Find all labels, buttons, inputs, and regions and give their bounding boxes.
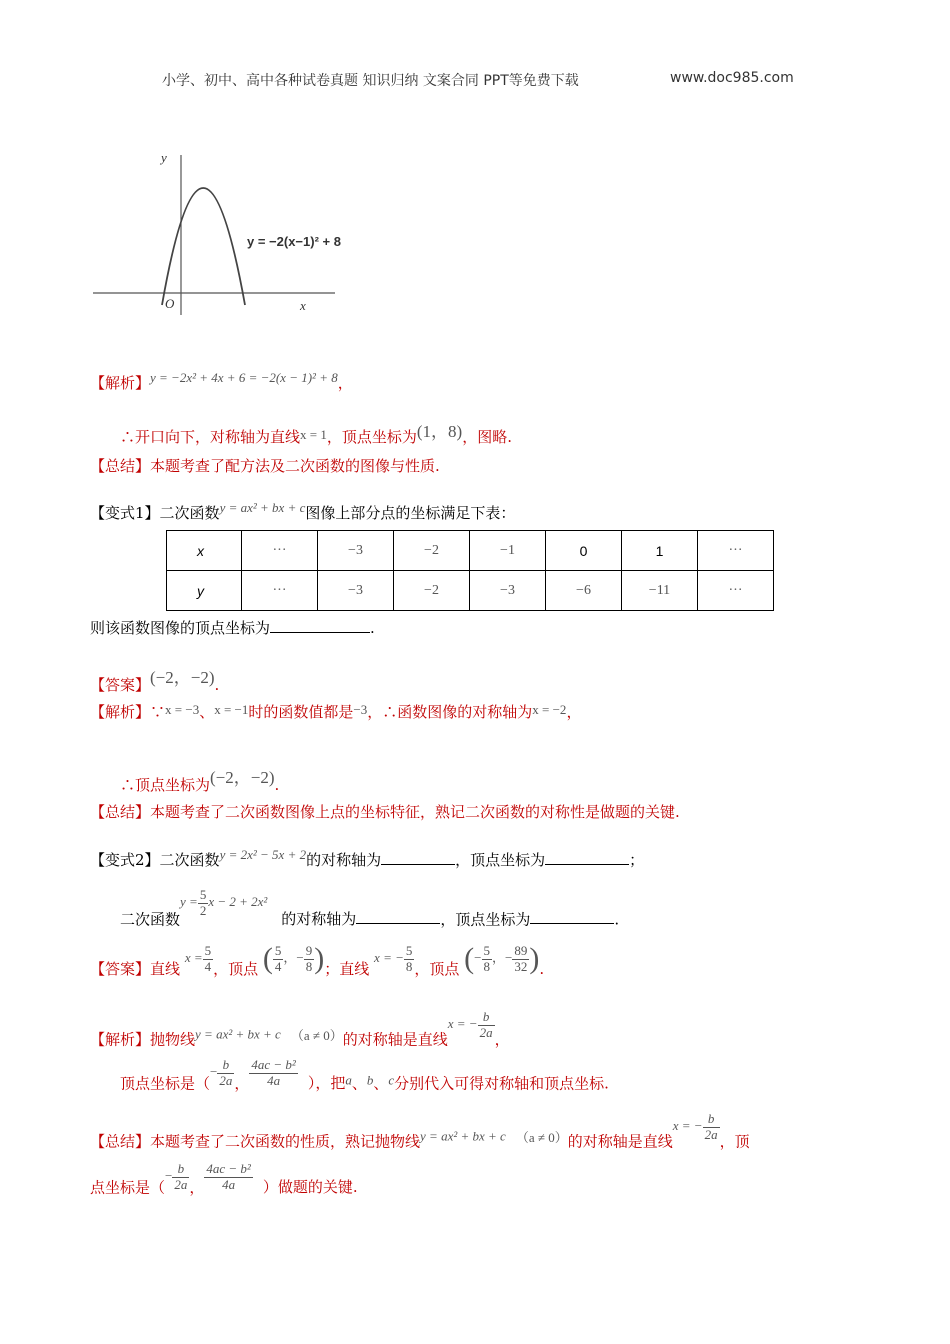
var1-ask	[90, 617, 375, 638]
var1-sol-sep: 、	[199, 703, 215, 721]
answer-blank	[356, 909, 440, 924]
var2-sol-x: x = −	[447, 1016, 478, 1032]
sol1-line2	[120, 417, 512, 447]
var2-l2-q1: 的对称轴为	[281, 910, 357, 929]
var2-sum2-frac2	[204, 1161, 252, 1192]
var2-summary	[90, 1112, 750, 1151]
answer-blank	[545, 850, 629, 865]
var2-sol-c: ，	[494, 1030, 510, 1049]
fraction-num: 4ac − b²	[251, 1057, 296, 1072]
fraction-den: 4	[204, 958, 212, 974]
fraction	[404, 944, 415, 975]
fraction-num: 5	[274, 942, 282, 958]
var2-sum-x-group	[672, 1111, 720, 1142]
var2-sol-x-group	[447, 1009, 495, 1040]
sol1-axis: x = 1	[300, 427, 327, 442]
var2-sol-b: 的对称轴是直线	[342, 1030, 448, 1049]
table-cell: 1	[622, 531, 698, 571]
parabola-graph	[85, 145, 365, 320]
var2-question2	[120, 888, 619, 929]
answer-blank	[381, 850, 455, 865]
table-row-x	[167, 531, 774, 571]
fraction-den: 8	[483, 958, 491, 974]
sol1-line1	[90, 370, 353, 393]
fraction-num: 5	[199, 887, 207, 902]
var2-sum2-a: 点坐标是（	[90, 1178, 166, 1197]
fraction-num: 9	[305, 942, 313, 958]
var2-eq2-rest: x − 2 + 2x²	[208, 894, 268, 910]
sol1-eq: y = −2x² + 4x + 6 = −2(x − 1)² + 8	[150, 370, 338, 385]
var2-s2-comma1: 、	[351, 1074, 367, 1093]
table-cell: x	[167, 531, 242, 571]
fraction-den: 2a	[174, 1176, 188, 1192]
table-cell: ···	[698, 531, 774, 571]
var2-sum-b: 的对称轴是直线	[567, 1132, 673, 1151]
sol1-vertex: (1，8)	[416, 422, 463, 441]
var1-ans-tag: 【答案】	[90, 676, 151, 694]
var2-v2-sep: ，−	[492, 949, 513, 965]
sol1-comma: ，	[337, 374, 353, 392]
answer-blank	[270, 618, 370, 633]
sum1-text: 本题考查了配方法及二次函数的图像与性质.	[150, 457, 440, 475]
var2-a2-mid: ，顶点	[414, 959, 460, 978]
origin-label: O	[165, 296, 175, 311]
var2-l2-q3: .	[614, 910, 620, 929]
var2-sol2-a: 顶点坐标是（	[120, 1074, 211, 1093]
var2-s2-b: b	[366, 1072, 374, 1088]
fraction-num: 4ac − b²	[206, 1161, 251, 1176]
table-cell: −1	[470, 531, 546, 571]
var2-a1-end: ；直线	[324, 959, 370, 978]
var1-sol-a: ∵	[150, 703, 166, 721]
var1-summary	[90, 801, 680, 822]
sol1-line2-c: ，图略.	[462, 428, 512, 446]
var2-sum-eq: y = ax² + bx + c	[420, 1128, 506, 1144]
var2-v1-sep: ，−	[283, 949, 304, 965]
fraction	[249, 1058, 297, 1089]
var2-v2: (− $\frac{5}{8}$ ，− $\frac{89}{32}$ )	[464, 942, 540, 975]
fraction	[172, 1162, 189, 1193]
var2-sum-tag: 【总结】	[90, 1132, 151, 1151]
var2-a2-end: .	[539, 959, 545, 978]
table-cell: −2	[394, 531, 470, 571]
var1-eq: y = ax² + bx + c	[219, 500, 306, 515]
sol1-line2-b: ，顶点坐标为	[326, 428, 417, 446]
y-axis-label: y	[161, 150, 167, 165]
var2-sum-cond: （a ≠ 0）	[515, 1130, 568, 1146]
fraction-den: 8	[305, 958, 313, 974]
var2-q3: ；	[629, 851, 645, 869]
var1-ans: (−2，−2)	[150, 668, 215, 687]
var2-v2-pre: −	[474, 949, 482, 965]
table-cell: ···	[698, 571, 774, 611]
fraction	[217, 1058, 234, 1089]
fraction	[204, 1162, 252, 1193]
var2-eq2	[180, 887, 268, 918]
fraction	[512, 944, 529, 975]
var2-sum-x: x = −	[672, 1118, 703, 1134]
var1-sol	[90, 701, 581, 722]
var1-sol-d: ，	[566, 703, 582, 721]
fraction-num: b	[478, 1010, 495, 1026]
fraction-den: 8	[405, 958, 413, 974]
fraction-den: 2	[199, 902, 207, 918]
fraction-num: b	[172, 1162, 189, 1178]
var1-sum-tag: 【总结】	[90, 803, 151, 821]
var1-sum: 本题考查了二次函数图像上点的坐标特征，熟记二次函数的对称性是做题的关键.	[150, 803, 680, 821]
var2-q2: ，顶点坐标为	[455, 851, 546, 869]
var1-sol-x1: x = −3	[165, 702, 200, 717]
var2-pre: 二次函数	[159, 851, 220, 869]
fraction-num: 5	[204, 942, 212, 958]
fraction	[703, 1112, 720, 1143]
var2-a1-mid: ，顶点	[213, 959, 259, 978]
fraction-den: 4a	[267, 1072, 281, 1088]
var1-sol-c: ，∴函数图像的对称轴为	[367, 703, 533, 721]
var1-sol-x2: x = −1	[214, 702, 249, 717]
header-right: www.doc985.com	[670, 70, 794, 86]
var1-post: 图像上部分点的坐标满足下表：	[305, 504, 516, 522]
parabola-curve	[162, 188, 245, 305]
var2-v1: ( $\frac{5}{4}$ ，− $\frac{9}{8}$ )	[262, 942, 325, 975]
table-cell: y	[167, 571, 242, 611]
var1-sol2	[120, 763, 279, 795]
var1-sol2-v: (−2，−2)	[210, 768, 275, 787]
fraction-num: 5	[405, 942, 413, 958]
fraction-den: 4	[274, 958, 282, 974]
fraction-num: b	[703, 1112, 720, 1128]
table-cell: −6	[546, 571, 622, 611]
fraction-den: 2a	[479, 1024, 493, 1040]
var2-s2-a: a	[345, 1072, 352, 1088]
fraction	[198, 888, 209, 919]
var2-sol2-frac1	[210, 1057, 234, 1088]
fraction-den: 2a	[704, 1126, 718, 1142]
var1-ask-end: .	[370, 619, 375, 637]
table-cell: −11	[622, 571, 698, 611]
sol1-line2-a: ∴开口向下，对称轴为直线	[120, 428, 301, 446]
table-cell: −2	[394, 571, 470, 611]
fraction-num: 89	[514, 942, 528, 958]
var2-s2-neg: −	[210, 1064, 218, 1080]
var2-tag: 【变式2】	[90, 851, 160, 869]
var2-ans-tag: 【答案】	[90, 959, 151, 978]
var2-sol	[90, 1010, 510, 1049]
sol1-tag: 【解析】	[90, 374, 151, 392]
var2-sum-a: 本题考查了二次函数的性质，熟记抛物线	[150, 1132, 421, 1151]
var2-eq2-y: y =	[180, 894, 198, 910]
var2-a2	[374, 942, 414, 974]
fraction-num: 5	[483, 942, 491, 958]
var1-question	[90, 500, 515, 523]
var2-s2-comma2: 、	[373, 1074, 389, 1093]
var2-sol-a: 抛物线	[150, 1030, 196, 1049]
var2-a1	[184, 942, 213, 974]
var2-sol2-b: ），把	[307, 1074, 346, 1093]
var2-sol2-frac2	[249, 1057, 297, 1088]
var2-sum2-frac1	[165, 1161, 189, 1192]
var1-pre: 二次函数	[159, 504, 220, 522]
fraction-den: 4a	[222, 1176, 236, 1192]
fraction	[273, 944, 284, 975]
var1-sol-tag: 【解析】	[90, 703, 151, 721]
table-cell: ···	[242, 571, 318, 611]
var1-answer	[90, 663, 219, 695]
sum1	[90, 455, 440, 476]
var2-sum-c: ，顶	[719, 1132, 750, 1151]
var2-s2-c: c	[388, 1072, 395, 1088]
var1-sol-b: 时的函数值都是	[248, 703, 354, 721]
answer-blank	[530, 909, 614, 924]
fraction	[482, 944, 493, 975]
var2-sol2-c: 分别代入可得对称轴和顶点坐标.	[394, 1074, 609, 1093]
fraction	[478, 1010, 495, 1041]
var2-sum2-sep: ，	[189, 1178, 205, 1197]
header-left: 小学、初中、高中各种试卷真题 知识归纳 文案合同 PPT等免费下载	[162, 73, 579, 89]
var2-sum2-neg: −	[165, 1168, 173, 1184]
var1-sol-val: −3	[353, 702, 368, 717]
var2-a1-pre: 直线	[150, 959, 181, 978]
var1-ans-end: .	[214, 676, 220, 694]
fraction	[203, 944, 214, 975]
var1-tag: 【变式1】	[90, 504, 160, 522]
var2-question	[90, 847, 644, 870]
var2-sol-eq: y = ax² + bx + c	[195, 1026, 281, 1042]
table-cell: ···	[242, 531, 318, 571]
table-cell: 0	[546, 531, 622, 571]
graph-equation: y = −2(x−1)² + 8	[247, 234, 341, 249]
table-row-y	[167, 571, 774, 611]
var2-sol-cond: （a ≠ 0）	[290, 1028, 343, 1044]
var1-ask-text: 则该函数图像的顶点坐标为	[90, 619, 271, 637]
fraction	[304, 944, 315, 975]
table-cell: −3	[318, 571, 394, 611]
var2-a2-x: x = −	[374, 949, 404, 965]
var2-l2-pre: 二次函数	[120, 910, 181, 929]
fraction-den: 2a	[219, 1072, 233, 1088]
sum1-tag: 【总结】	[90, 457, 151, 475]
var2-l2-q2: ，顶点坐标为	[440, 910, 531, 929]
var2-sol2	[120, 1058, 609, 1093]
var1-sol-axis: x = −2	[532, 702, 567, 717]
var2-answer	[90, 942, 544, 979]
table-cell: −3	[318, 531, 394, 571]
var1-sol2-end: .	[274, 776, 280, 794]
var2-s2-sep: ，	[234, 1074, 250, 1093]
var2-eq: y = 2x² − 5x + 2	[219, 847, 307, 862]
var2-a1-x: x =	[184, 949, 203, 965]
value-table	[166, 530, 774, 611]
fraction-den: 32	[514, 958, 528, 974]
var2-sol-tag: 【解析】	[90, 1030, 151, 1049]
var2-summary2	[90, 1162, 358, 1197]
table-cell: −3	[470, 571, 546, 611]
x-axis-label: x	[300, 298, 306, 313]
var2-q1: 的对称轴为	[306, 851, 382, 869]
fraction-num: b	[217, 1058, 234, 1074]
var1-sol2-a: ∴顶点坐标为	[120, 776, 211, 794]
var2-sum2-b: ）做题的关键.	[262, 1178, 358, 1197]
